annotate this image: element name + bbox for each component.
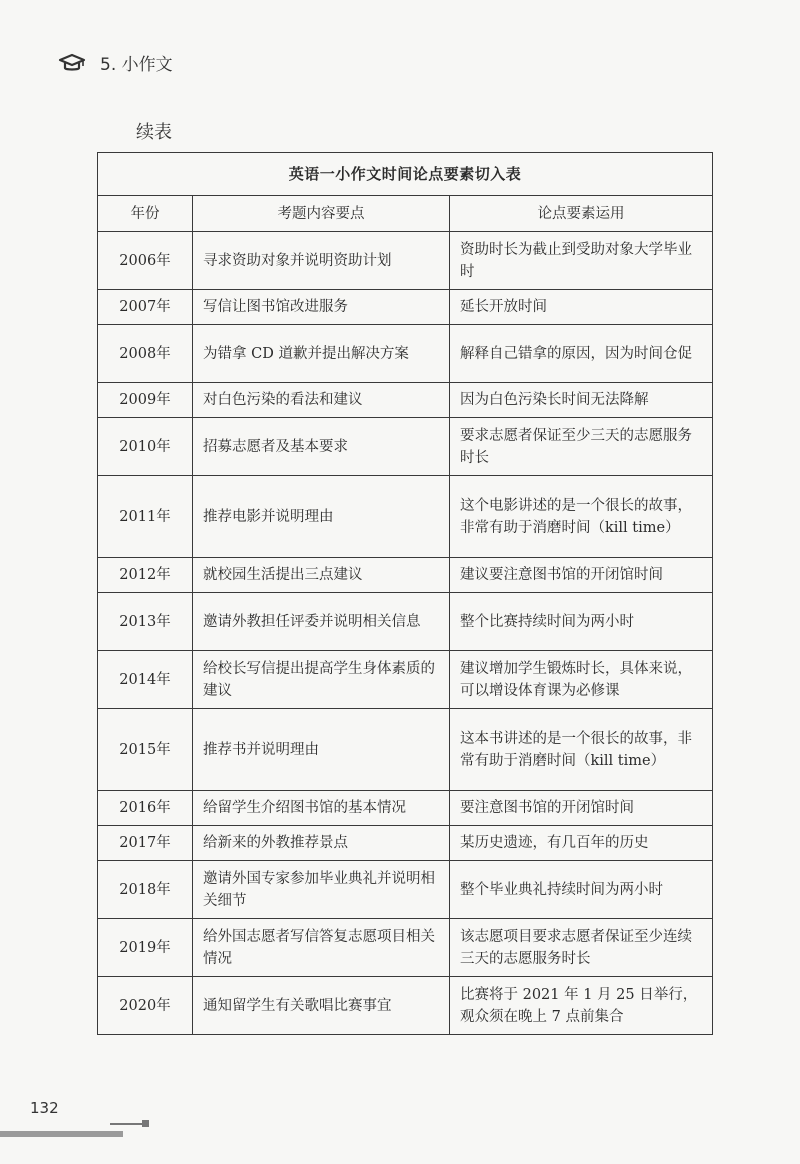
year-cell: 2012年: [98, 558, 193, 593]
table-row: [98, 826, 713, 861]
page-number: 132: [30, 1099, 59, 1117]
topic-cell: 给外国志愿者写信答复志愿项目相关情况: [193, 919, 450, 977]
table-row: [98, 558, 713, 593]
year-cell: 2017年: [98, 826, 193, 861]
topic-cell: 给新来的外教推荐景点: [193, 826, 450, 861]
topic-cell: 寻求资助对象并说明资助计划: [193, 232, 450, 290]
usage-cell: 解释自己错拿的原因，因为时间仓促: [450, 325, 713, 383]
usage-cell: 资助时长为截止到受助对象大学毕业时: [450, 232, 713, 290]
table-row: [98, 325, 713, 383]
usage-cell: 整个比赛持续时间为两小时: [450, 593, 713, 651]
table-row: [98, 651, 713, 709]
topic-cell: 就校园生活提出三点建议: [193, 558, 450, 593]
year-cell: 2019年: [98, 919, 193, 977]
topic-cell: 推荐电影并说明理由: [193, 476, 450, 558]
table-row: [98, 709, 713, 791]
section-header: [58, 50, 173, 75]
usage-cell: 因为白色污染长时间无法降解: [450, 383, 713, 418]
table-row: [98, 232, 713, 290]
topic-cell: 推荐书并说明理由: [193, 709, 450, 791]
table-title: 英语一小作文时间论点要素切入表: [98, 153, 713, 196]
column-header-usage: 论点要素运用: [450, 196, 713, 232]
footer-decoration-square: [142, 1120, 149, 1127]
year-cell: 2020年: [98, 977, 193, 1035]
topic-cell: 邀请外教担任评委并说明相关信息: [193, 593, 450, 651]
year-cell: 2016年: [98, 791, 193, 826]
topic-cell: 通知留学生有关歌唱比赛事宜: [193, 977, 450, 1035]
year-cell: 2015年: [98, 709, 193, 791]
usage-cell: 延长开放时间: [450, 290, 713, 325]
topic-cell: 为错拿 CD 道歉并提出解决方案: [193, 325, 450, 383]
column-header-year: 年份: [98, 196, 193, 232]
year-cell: 2010年: [98, 418, 193, 476]
topic-cell: 邀请外国专家参加毕业典礼并说明相关细节: [193, 861, 450, 919]
footer-decoration-line: [110, 1123, 142, 1125]
year-cell: 2009年: [98, 383, 193, 418]
year-cell: 2011年: [98, 476, 193, 558]
usage-cell: 要求志愿者保证至少三天的志愿服务时长: [450, 418, 713, 476]
year-cell: 2013年: [98, 593, 193, 651]
usage-cell: 整个毕业典礼持续时间为两小时: [450, 861, 713, 919]
year-cell: 2006年: [98, 232, 193, 290]
table-row: [98, 791, 713, 826]
topic-cell: 对白色污染的看法和建议: [193, 383, 450, 418]
year-cell: 2008年: [98, 325, 193, 383]
usage-cell: 建议要注意图书馆的开闭馆时间: [450, 558, 713, 593]
usage-cell: 建议增加学生锻炼时长，具体来说，可以增设体育课为必修课: [450, 651, 713, 709]
continued-label: 续表: [136, 122, 172, 143]
graduation-cap-icon: [58, 53, 86, 73]
table-row: [98, 476, 713, 558]
usage-cell: 要注意图书馆的开闭馆时间: [450, 791, 713, 826]
year-cell: 2014年: [98, 651, 193, 709]
year-cell: 2018年: [98, 861, 193, 919]
time-argument-table: [97, 152, 713, 1035]
topic-cell: 写信让图书馆改进服务: [193, 290, 450, 325]
table-row: [98, 919, 713, 977]
topic-cell: 给留学生介绍图书馆的基本情况: [193, 791, 450, 826]
table-row: [98, 418, 713, 476]
section-title: 5. 小作文: [100, 55, 173, 75]
topic-cell: 给校长写信提出提高学生身体素质的建议: [193, 651, 450, 709]
usage-cell: 这本书讲述的是一个很长的故事，非常有助于消磨时间（kill time）: [450, 709, 713, 791]
table-row: [98, 593, 713, 651]
usage-cell: 该志愿项目要求志愿者保证至少连续三天的志愿服务时长: [450, 919, 713, 977]
table-row: [98, 977, 713, 1035]
column-header-topic: 考题内容要点: [193, 196, 450, 232]
footer-decoration-bar: [0, 1131, 123, 1137]
table-row: [98, 861, 713, 919]
table-row: [98, 290, 713, 325]
table-row: [98, 383, 713, 418]
topic-cell: 招募志愿者及基本要求: [193, 418, 450, 476]
usage-cell: 某历史遗迹，有几百年的历史: [450, 826, 713, 861]
usage-cell: 比赛将于 2021 年 1 月 25 日举行，观众须在晚上 7 点前集合: [450, 977, 713, 1035]
usage-cell: 这个电影讲述的是一个很长的故事，非常有助于消磨时间（kill time）: [450, 476, 713, 558]
year-cell: 2007年: [98, 290, 193, 325]
